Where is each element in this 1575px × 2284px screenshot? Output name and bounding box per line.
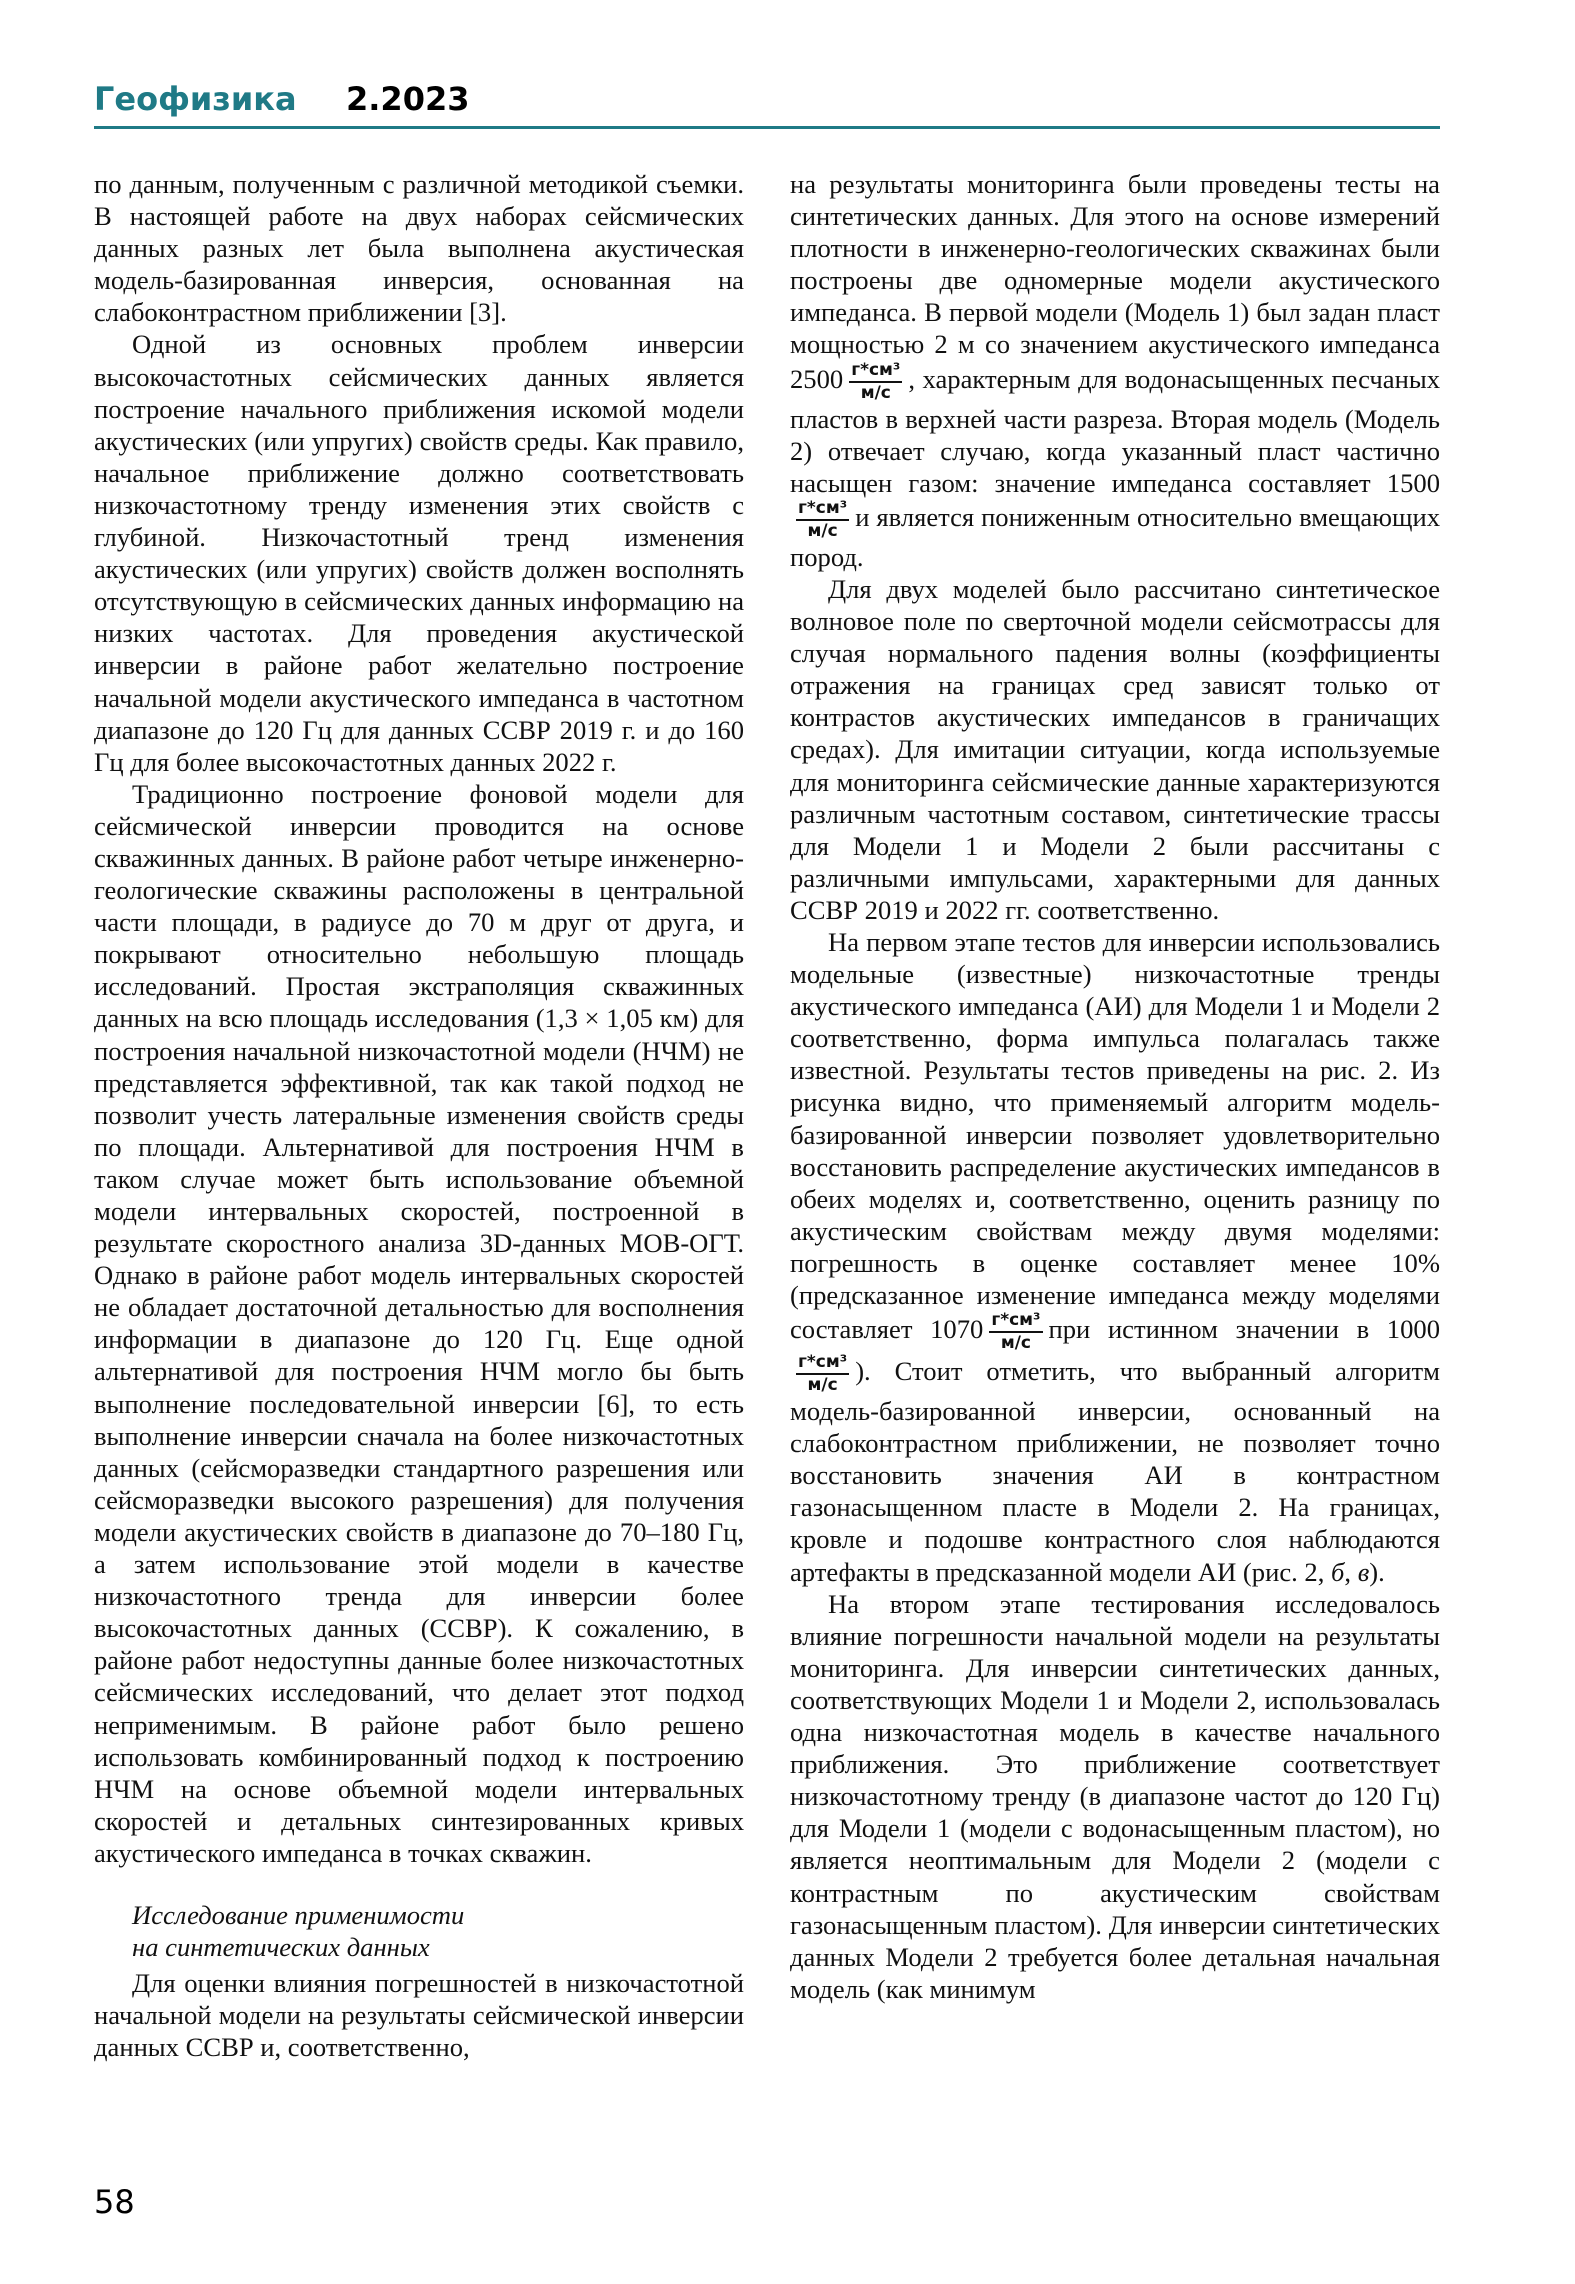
unit-fraction	[796, 1353, 849, 1395]
section-heading-line: на синтетических данных	[132, 1931, 430, 1962]
text-run: ). Стоит отметить, что выбранный алгоритм модель-базированной инверсии, основанный на слабоконтрастном приближении, не позволяет точно восстановить значения АИ в контрастном газонасыщенном пласте в Модели 2. На границах, кровле и подошве контрастного слоя наблюдаются артефакты в предсказанной модели АИ (рис. 2,	[790, 1356, 1440, 1587]
text-run: ,	[1344, 1556, 1352, 1587]
right-column	[790, 168, 1440, 2005]
unit-fraction	[989, 1311, 1042, 1353]
paragraph: Для оценки влияния погрешностей в низкочастотной начальной модели на результаты сейсмической инверсии данных ССВР и, соответственно,	[94, 1967, 744, 2063]
unit-denominator: м/с	[1000, 1333, 1031, 1354]
unit-fraction	[849, 361, 902, 403]
running-header	[94, 76, 1440, 129]
text-run: На первом этапе тестов для инверсии использовались модельные (известные) низкочастотные тренды акустического импеданса (АИ) для Модели 1 и Модели 2 соответственно, форма импульса полагалась также известной. Результаты тестов приведены на рис. 2. Из рисунка видно, что применяемый алгоритм модель-базированной инверсии позволяет удовлетворительно восстановить распределение акустических импедансов в обеих моделях и, соответственно, оценить разницу по акустическим свойствам между двумя моделями: погрешность в оценке составляет менее 10% (предсказанное изменение импеданса между моделями составляет 1070	[790, 926, 1440, 1345]
text-run: при истинном значении в 1000	[1048, 1314, 1440, 1345]
paragraph: Для двух моделей было рассчитано синтетическое волновое поле по сверточной модели сейсмотрассы для случая нормального падения волны (коэффициенты отражения на границах сред зависят только от контрастов акустических импедансов в граничащих средах). Для имитации ситуации, когда используемые для мониторинга сейсмические данные характеризуются различным частотным составом, синтетические трассы для Модели 1 и Модели 2 были рассчитаны с различными импульсами, характерными для данных ССВР 2019 и 2022 гг. соответственно.	[790, 573, 1440, 925]
paragraph: На втором этапе тестирования исследовалось влияние погрешности начальной модели на результаты мониторинга. Для инверсии синтетических данных, соответствующих Модели 1 и Модели 2, использовалась одна низкочастотная модель в качестве начального приближения. Это приближение соответствует низкочастотному тренду (в диапазоне частот до 120 Гц) для Модели 1 (модели с водонасыщенным пластом), но является неоптимальным для Модели 2 (модели с контрастным по акустическим свойствам газонасыщенным пластом). Для инверсии синтетических данных Модели 2 требуется более детальная начальная модель (как минимум	[790, 1588, 1440, 2004]
paragraph	[790, 926, 1440, 1588]
text-run: , характерным для водонасыщенных песчаных пластов в верхней части разреза. Вторая модель (Модель 2) отвечает случаю, когда указанный пласт частично насыщен газом: значение импеданса составляет 1500	[790, 363, 1440, 498]
unit-numerator: г*см³	[849, 361, 902, 383]
text-run: на результаты мониторинга были проведены тесты на синтетических данных. Для этого на основе измерений плотности в инженерно-геологических скважинах были построены две одномерные модели акустического импеданса. В первой модели (Модель 1) был задан пласт мощностью 2 м со значением акустического импеданса 2500	[790, 169, 1440, 394]
section-heading-line: Исследование применимости	[132, 1899, 465, 1930]
section-heading	[132, 1899, 744, 1963]
paragraph: Одной из основных проблем инверсии высокочастотных сейсмических данных является построение начального приближения искомой модели акустических (или упругих) свойств среды. Как правило, начальное приближение должно соответствовать низкочастотному тренду изменения этих свойств с глубиной. Низкочастотный тренд изменения акустических (или упругих) свойств должен восполнять отсутствующую в сейсмических данных информацию на низких частотах. Для проведения акустической инверсии в районе работ желательно построение начальной модели акустического импеданса в частотном диапазоне до 120 Гц для данных ССВР 2019 г. и до 160 Гц для более высокочастотных данных 2022 г.	[94, 329, 744, 777]
unit-denominator: м/с	[860, 382, 891, 403]
left-column	[94, 168, 744, 2063]
page-number: 58	[94, 2183, 135, 2221]
text-run: ).	[1369, 1556, 1385, 1587]
unit-denominator: м/с	[807, 520, 838, 541]
paragraph	[790, 168, 1440, 573]
unit-denominator: м/с	[807, 1375, 838, 1396]
unit-numerator: г*см³	[796, 499, 849, 521]
text-run: и является пониженным относительно вмещающих пород.	[790, 501, 1440, 572]
paragraph: Традиционно построение фоновой модели для сейсмической инверсии проводится на основе скважинных данных. В районе работ четыре инженерно-геологические скважины расположены в центральной части площади, в радиусе до 70 м друг от друга, и покрывают относительно небольшую площадь исследований. Простая экстраполяция скважинных данных на всю площадь исследования (1,3 × 1,05 км) для построения начальной низкочастотной модели (НЧМ) не представляется эффективной, так как такой подход не позволит учесть латеральные изменения свойств среды по площади. Альтернативой для построения НЧМ в таком случае может быть использование объемной модели интервальных скоростей, построенной в результате скоростного анализа 3D-данных МОВ-ОГТ. Однако в районе работ модель интервальных скоростей не обладает достаточной детальностью для восполнения информации в диапазоне до 120 Гц. Еще одной альтернативой для построения НЧМ могло бы быть выполнение последовательной инверсии [6], то есть выполнение инверсии сначала на более низкочастотных данных (сейсморазведки стандартного разрешения или сейсморазведки высокого разрешения) для получения модели акустических свойств в диапазоне до 70–180 Гц, а затем использование этой модели в качестве низкочастотного тренда для инверсии более высокочастотных данных (ССВР). К сожалению, в районе работ недоступны данные более низкочастотных сейсмических исследований, что делает этот подход неприменимым. В районе работ было решено использовать комбинированный подход к построению НЧМ на основе объемной модели интервальных скоростей и детальных синтезированных кривых акустического импеданса в точках скважин.	[94, 778, 744, 1868]
journal-title: Геофизика	[94, 80, 297, 118]
issue-number: 2.2023	[346, 80, 470, 118]
unit-numerator: г*см³	[989, 1311, 1042, 1333]
figure-panel-ref: б	[1331, 1556, 1345, 1587]
unit-numerator: г*см³	[796, 1353, 849, 1375]
figure-panel-ref: в	[1357, 1556, 1370, 1587]
unit-fraction	[796, 499, 849, 541]
paragraph: по данным, полученным с различной методикой съемки. В настоящей работе на двух наборах сейсмических данных разных лет была выполнена акустическая модель-базированная инверсия, основанная на слабоконтрастном приближении [3].	[94, 169, 744, 328]
